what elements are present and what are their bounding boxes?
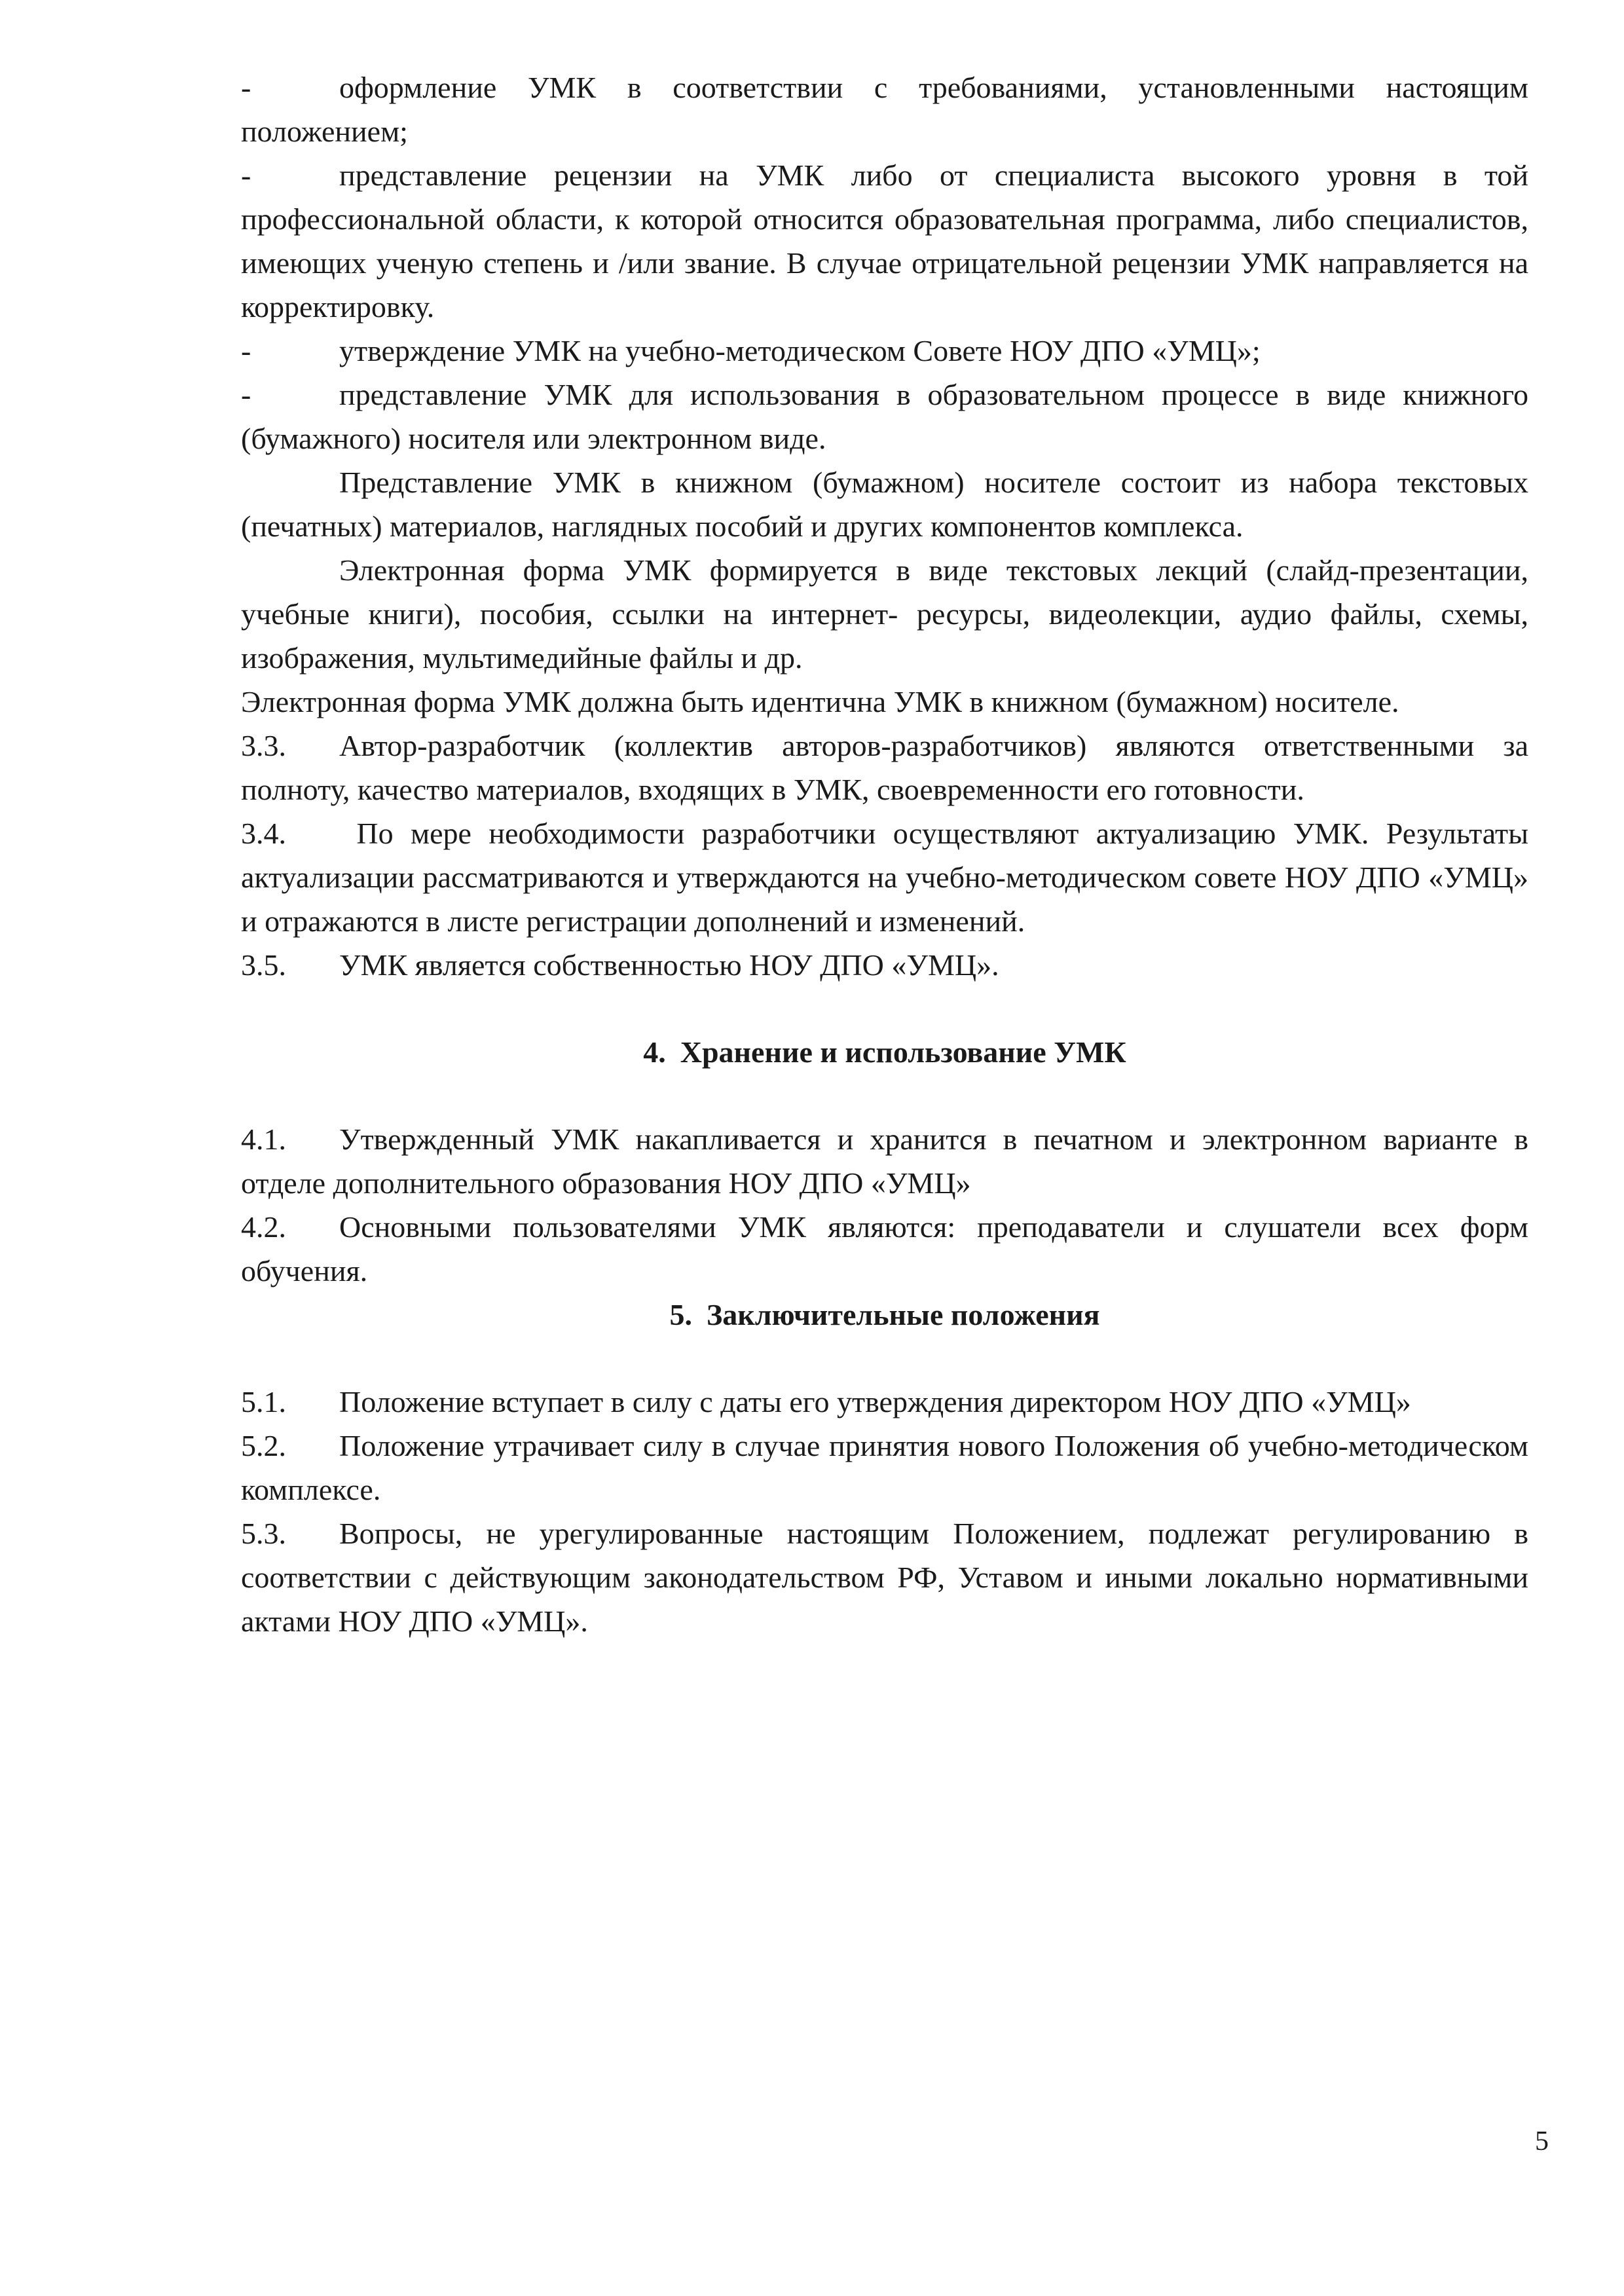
list-item: [241, 329, 1528, 373]
clause-text: УМК является собственностью НОУ ДПО «УМЦ».: [339, 948, 999, 982]
clause-4-1: [241, 1117, 1528, 1205]
section-number: 4.: [643, 1035, 666, 1069]
clause-number: 5.3.: [241, 1517, 286, 1550]
clause-5-2: [241, 1424, 1528, 1511]
list-item: [241, 153, 1528, 329]
section-4-heading: [241, 1030, 1528, 1074]
section-title: Заключительные положения: [706, 1298, 1100, 1331]
clause-4-2: [241, 1205, 1528, 1293]
list-item: [241, 373, 1528, 460]
list-item-text: утверждение УМК на учебно-методическом Совете НОУ ДПО «УМЦ»;: [339, 334, 1261, 367]
clause-text: Автор-разработчик (коллектив авторов-разработчиков) являются ответственными за полноту, качество материалов, входящих в УМК, своевременности его готовности.: [241, 729, 1528, 806]
clause-number: 5.1.: [241, 1385, 286, 1418]
list-item-text: оформление УМК в соответствии с требованиями, установленными настоящим положением;: [241, 71, 1528, 148]
bullet-mark: -: [241, 71, 251, 104]
clause-text: Положение вступает в силу с даты его утверждения директором НОУ ДПО «УМЦ»: [339, 1385, 1411, 1418]
clause-5-3: [241, 1511, 1528, 1643]
list-item-text: представление УМК для использования в образовательном процессе в виде книжного (бумажного) носителя или электронном виде.: [241, 378, 1528, 455]
bullet-mark: -: [241, 158, 251, 192]
clause-number: 4.1.: [241, 1122, 286, 1156]
clause-number: 3.4.: [241, 817, 286, 850]
clause-number: 3.3.: [241, 729, 286, 762]
paragraph: Представление УМК в книжном (бумажном) носителе состоит из набора текстовых (печатных) материалов, наглядных пособий и других компонентов комплекса.: [241, 466, 1528, 543]
clause-text: По мере необходимости разработчики осуществляют актуализацию УМК. Результаты актуализации рассматриваются и утверждаются на учебно-методическом совете НОУ ДПО «УМЦ» и отражаются в листе регистрации дополнений и изменений.: [241, 817, 1528, 938]
clause-number: 3.5.: [241, 948, 286, 982]
list-item-text: представление рецензии на УМК либо от специалиста высокого уровня в той профессиональной области, к которой относится образовательная программа, либо специалистов, имеющих ученую степень и /или звание. В случае отрицательной рецензии УМК направляется на корректировку.: [241, 158, 1528, 324]
clause-number: 4.2.: [241, 1210, 286, 1244]
clause-number: 5.2.: [241, 1429, 286, 1462]
clause-text: Положение утрачивает силу в случае принятия нового Положения об учебно-методическом комплексе.: [241, 1429, 1528, 1506]
section-5-heading: [241, 1293, 1528, 1337]
clause-3-3: [241, 724, 1528, 811]
section-title: Хранение и использование УМК: [680, 1035, 1126, 1069]
clause-5-1: [241, 1380, 1528, 1424]
clause-text: Основными пользователями УМК являются: преподаватели и слушатели всех форм обучения.: [241, 1210, 1528, 1287]
list-item: [241, 65, 1528, 153]
page-number: 5: [1535, 2126, 1549, 2157]
paragraph: Электронная форма УМК должна быть идентична УМК в книжном (бумажном) носителе.: [241, 685, 1399, 718]
section-number: 5.: [669, 1298, 692, 1331]
clause-text: Утвержденный УМК накапливается и хранится в печатном и электронном варианте в отделе дополнительного образования НОУ ДПО «УМЦ»: [241, 1122, 1528, 1200]
clause-text: Вопросы, не урегулированные настоящим Положением, подлежат регулированию в соответствии с действующим законодательством РФ, Уставом и иными локально нормативными актами НОУ ДПО «УМЦ».: [241, 1517, 1528, 1638]
clause-3-5: [241, 943, 1528, 987]
bullet-mark: -: [241, 334, 251, 367]
paragraph: Электронная форма УМК формируется в виде текстовых лекций (слайд-презентации, учебные книги), пособия, ссылки на интернет- ресурсы, видеолекции, аудио файлы, схемы, изображения, мультимедийные файлы и др.: [241, 553, 1528, 675]
clause-3-4: [241, 811, 1528, 943]
bullet-mark: -: [241, 378, 251, 411]
document-body: [241, 65, 1528, 1643]
